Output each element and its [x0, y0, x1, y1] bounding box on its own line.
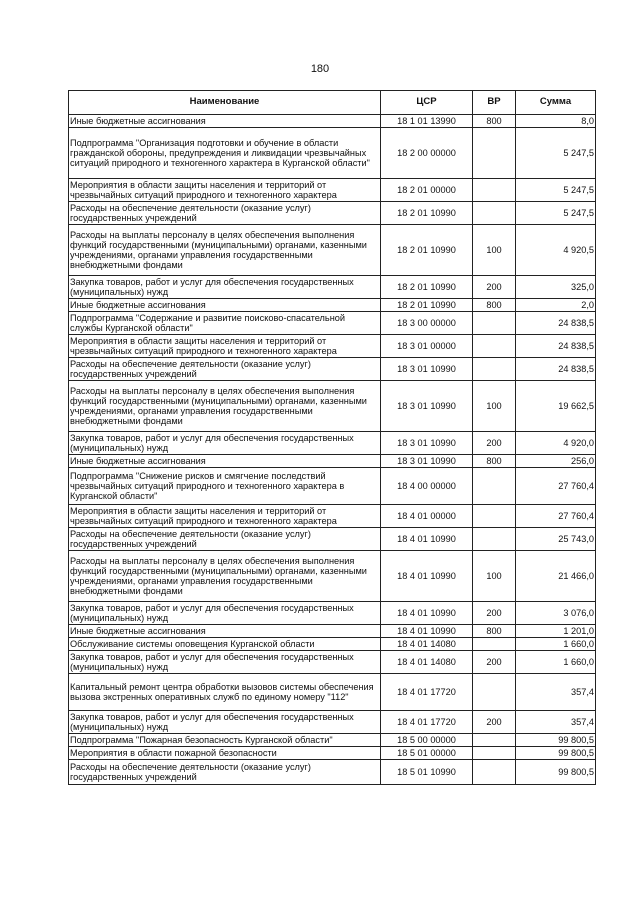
row-name-cell: Мероприятия в области пожарной безопасности [69, 747, 381, 760]
table-row [69, 381, 596, 432]
row-csr-cell: 18 2 01 10990 [381, 299, 473, 312]
row-name-cell: Расходы на обеспечение деятельности (оказание услуг) государственных учреждений [69, 760, 381, 785]
row-vr-cell: 200 [473, 432, 516, 455]
row-sum-cell: 1 660,0 [516, 638, 596, 651]
row-csr-cell: 18 2 01 10990 [381, 225, 473, 276]
row-vr-cell: 800 [473, 299, 516, 312]
table-row [69, 276, 596, 299]
row-vr-cell [473, 638, 516, 651]
row-vr-cell: 100 [473, 381, 516, 432]
table-row [69, 734, 596, 747]
row-csr-cell: 18 4 00 00000 [381, 468, 473, 505]
table-row [69, 674, 596, 711]
row-sum-cell: 24 838,5 [516, 312, 596, 335]
row-csr-cell: 18 4 01 00000 [381, 505, 473, 528]
table-row [69, 551, 596, 602]
row-name-cell: Иные бюджетные ассигнования [69, 625, 381, 638]
row-sum-cell: 24 838,5 [516, 358, 596, 381]
row-sum-cell: 5 247,5 [516, 179, 596, 202]
table-row [69, 225, 596, 276]
row-name-cell: Расходы на обеспечение деятельности (оказание услуг) государственных учреждений [69, 528, 381, 551]
row-name-cell: Капитальный ремонт центра обработки вызовов системы обеспечения вызова экстренных оперативных служб по единому номеру "112" [69, 674, 381, 711]
table-row [69, 651, 596, 674]
row-sum-cell: 99 800,5 [516, 747, 596, 760]
row-sum-cell: 2,0 [516, 299, 596, 312]
row-vr-cell [473, 734, 516, 747]
table-row [69, 335, 596, 358]
row-csr-cell: 18 3 01 10990 [381, 455, 473, 468]
row-csr-cell: 18 5 00 00000 [381, 734, 473, 747]
row-name-cell: Подпрограмма "Снижение рисков и смягчение последствий чрезвычайных ситуаций природного и техногенного характера в Курганской области" [69, 468, 381, 505]
row-sum-cell: 4 920,0 [516, 432, 596, 455]
row-vr-cell [473, 312, 516, 335]
row-vr-cell [473, 760, 516, 785]
row-vr-cell: 200 [473, 711, 516, 734]
row-csr-cell: 18 4 01 10990 [381, 602, 473, 625]
table-row [69, 358, 596, 381]
row-name-cell: Иные бюджетные ассигнования [69, 455, 381, 468]
row-sum-cell: 24 838,5 [516, 335, 596, 358]
row-csr-cell: 18 5 01 00000 [381, 747, 473, 760]
row-vr-cell: 200 [473, 276, 516, 299]
table-row [69, 468, 596, 505]
row-csr-cell: 18 2 01 10990 [381, 276, 473, 299]
row-vr-cell: 800 [473, 115, 516, 128]
row-sum-cell: 99 800,5 [516, 734, 596, 747]
row-name-cell: Подпрограмма "Содержание и развитие поисково-спасательной службы Курганской области" [69, 312, 381, 335]
row-vr-cell: 200 [473, 602, 516, 625]
table-row [69, 312, 596, 335]
row-name-cell: Закупка товаров, работ и услуг для обеспечения государственных (муниципальных) нужд [69, 276, 381, 299]
row-name-cell: Обслуживание системы оповещения Курганской области [69, 638, 381, 651]
table-row [69, 202, 596, 225]
row-csr-cell: 18 3 01 10990 [381, 358, 473, 381]
row-csr-cell: 18 3 00 00000 [381, 312, 473, 335]
table-row [69, 747, 596, 760]
row-name-cell: Закупка товаров, работ и услуг для обеспечения государственных (муниципальных) нужд [69, 711, 381, 734]
header-name: Наименование [69, 91, 381, 115]
row-name-cell: Мероприятия в области защиты населения и территорий от чрезвычайных ситуаций природного и техногенного характера [69, 179, 381, 202]
table-header-row [69, 91, 596, 115]
row-name-cell: Расходы на выплаты персоналу в целях обеспечения выполнения функций государственными (муниципальными) органами, казенными учреждениями, органами управления государственными внебюджетными фондами [69, 225, 381, 276]
row-name-cell: Расходы на обеспечение деятельности (оказание услуг) государственных учреждений [69, 202, 381, 225]
row-csr-cell: 18 5 01 10990 [381, 760, 473, 785]
row-csr-cell: 18 3 01 00000 [381, 335, 473, 358]
row-vr-cell [473, 528, 516, 551]
row-csr-cell: 18 4 01 17720 [381, 711, 473, 734]
row-sum-cell: 1 201,0 [516, 625, 596, 638]
row-csr-cell: 18 4 01 10990 [381, 551, 473, 602]
row-sum-cell: 99 800,5 [516, 760, 596, 785]
table-row [69, 625, 596, 638]
table-row [69, 128, 596, 179]
row-csr-cell: 18 3 01 10990 [381, 432, 473, 455]
table-row [69, 455, 596, 468]
row-sum-cell: 21 466,0 [516, 551, 596, 602]
row-vr-cell [473, 179, 516, 202]
row-csr-cell: 18 2 01 10990 [381, 202, 473, 225]
row-name-cell: Закупка товаров, работ и услуг для обеспечения государственных (муниципальных) нужд [69, 602, 381, 625]
row-csr-cell: 18 2 00 00000 [381, 128, 473, 179]
row-name-cell: Иные бюджетные ассигнования [69, 299, 381, 312]
row-sum-cell: 256,0 [516, 455, 596, 468]
row-name-cell: Закупка товаров, работ и услуг для обеспечения государственных (муниципальных) нужд [69, 432, 381, 455]
page-number: 180 [310, 63, 330, 75]
row-vr-cell [473, 335, 516, 358]
budget-table [68, 90, 596, 785]
row-csr-cell: 18 4 01 10990 [381, 625, 473, 638]
row-sum-cell: 325,0 [516, 276, 596, 299]
row-sum-cell: 5 247,5 [516, 128, 596, 179]
row-name-cell: Подпрограмма "Пожарная безопасность Курганской области" [69, 734, 381, 747]
row-name-cell: Мероприятия в области защиты населения и территорий от чрезвычайных ситуаций природного и техногенного характера [69, 335, 381, 358]
row-sum-cell: 27 760,4 [516, 468, 596, 505]
row-sum-cell: 3 076,0 [516, 602, 596, 625]
row-csr-cell: 18 3 01 10990 [381, 381, 473, 432]
row-sum-cell: 4 920,5 [516, 225, 596, 276]
row-vr-cell [473, 358, 516, 381]
table-row [69, 179, 596, 202]
row-csr-cell: 18 4 01 17720 [381, 674, 473, 711]
header-vr: ВР [473, 91, 516, 115]
row-csr-cell: 18 4 01 14080 [381, 638, 473, 651]
row-name-cell: Закупка товаров, работ и услуг для обеспечения государственных (муниципальных) нужд [69, 651, 381, 674]
row-vr-cell [473, 468, 516, 505]
row-vr-cell: 800 [473, 455, 516, 468]
row-name-cell: Расходы на выплаты персоналу в целях обеспечения выполнения функций государственными (муниципальными) органами, казенными учреждениями, органами управления государственными внебюджетными фондами [69, 381, 381, 432]
row-vr-cell [473, 505, 516, 528]
row-name-cell: Иные бюджетные ассигнования [69, 115, 381, 128]
row-sum-cell: 8,0 [516, 115, 596, 128]
row-name-cell: Подпрограмма "Организация подготовки и обучение в области гражданской обороны, предупреждения и ликвидации чрезвычайных ситуаций природного и техногенного характера в Курганской области" [69, 128, 381, 179]
row-vr-cell: 100 [473, 551, 516, 602]
row-vr-cell [473, 128, 516, 179]
row-vr-cell: 200 [473, 651, 516, 674]
row-vr-cell [473, 674, 516, 711]
row-name-cell: Мероприятия в области защиты населения и территорий от чрезвычайных ситуаций природного и техногенного характера [69, 505, 381, 528]
row-csr-cell: 18 1 01 13990 [381, 115, 473, 128]
row-sum-cell: 1 660,0 [516, 651, 596, 674]
table-row [69, 528, 596, 551]
table-row [69, 432, 596, 455]
row-csr-cell: 18 4 01 14080 [381, 651, 473, 674]
row-vr-cell [473, 747, 516, 760]
table-body [69, 115, 596, 785]
row-sum-cell: 357,4 [516, 674, 596, 711]
table-row [69, 760, 596, 785]
row-vr-cell: 100 [473, 225, 516, 276]
header-csr: ЦСР [381, 91, 473, 115]
row-name-cell: Расходы на выплаты персоналу в целях обеспечения выполнения функций государственными (муниципальными) органами, казенными учреждениями, органами управления государственными внебюджетными фондами [69, 551, 381, 602]
row-csr-cell: 18 4 01 10990 [381, 528, 473, 551]
row-sum-cell: 27 760,4 [516, 505, 596, 528]
row-sum-cell: 5 247,5 [516, 202, 596, 225]
row-name-cell: Расходы на обеспечение деятельности (оказание услуг) государственных учреждений [69, 358, 381, 381]
table-row [69, 505, 596, 528]
row-vr-cell [473, 202, 516, 225]
row-sum-cell: 25 743,0 [516, 528, 596, 551]
row-sum-cell: 357,4 [516, 711, 596, 734]
table-row [69, 711, 596, 734]
row-sum-cell: 19 662,5 [516, 381, 596, 432]
table-row [69, 299, 596, 312]
table-row [69, 115, 596, 128]
row-csr-cell: 18 2 01 00000 [381, 179, 473, 202]
row-vr-cell: 800 [473, 625, 516, 638]
header-sum: Сумма [516, 91, 596, 115]
table-row [69, 602, 596, 625]
table-row [69, 638, 596, 651]
